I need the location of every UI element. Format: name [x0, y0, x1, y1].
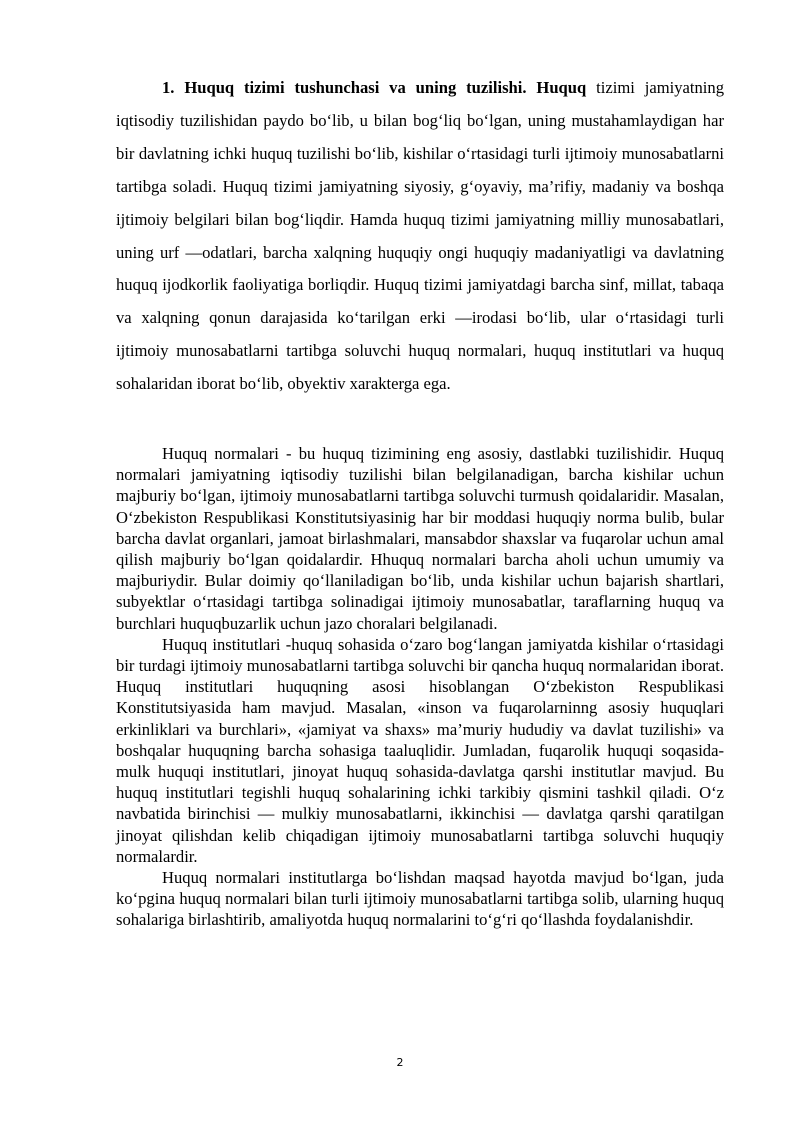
paragraph-2: Huquq normalari - bu huquq tizimining eng asosiy, dastlabki tuzilishidir. Huquq normalari jamiyatning iqtisodiy tuzilishi bilan belgilanadigan, barcha kishilar uchun majburiy bo‘lgan, ijtimoiy munosabatlarni tartibga soluvchi turmush qoidalaridir. Masalan, O‘zbekiston Respublikasi Konstitutsiyasinig har bir moddasi huquqiy norma bulib, bular barcha davlat organlari, jamoat birlashmalari, mansabdor shaxslar va fuqarolar uchun amal qilish majburiy bo‘lgan qoidalardir. Hhuquq normalari barcha aholi uchun umumiy va majburiydir. Bular doimiy qo‘llaniladigan bo‘lib, unda kishilar uchun bajarish shartlari, subyektlar o‘rtasidagi tartibga solinadigai ijtimoiy munosabatlar, taraflarning huquq va burchlari huquqbuzarlik uchun jazo choralari belgilanadi. [116, 444, 724, 633]
paragraph-1-text: tizimi jamiyatning iqtisodiy tuzilishidan paydo bo‘lib, u bilan bog‘liq bo‘lgan, uning mustahamlaydigan har bir davlatning ichki huquq tuzilishi bo‘lib, kishilar o‘rtasidagi turli ijtimoiy munosabatlarni tartibga soladi. Huquq tizimi jamiyatning siyosiy, g‘oyaviy, ma’rifiy, madaniy va boshqa ijtimoiy belgilari bilan bog‘liqdir. Hamda huquq tizimi jamiyatning milliy munosabatlari, uning urf —odatlari, barcha xalqning huquqiy ongi huquqiy madaniyatligi va davlatning huquq ijodkorlik faoliyatiga borliqdir. Huquq tizimi jamiyatdagi barcha sinf, millat, tabaqa va xalqning qonun darajasida ko‘tarilgan erki —irodasi bo‘lib, ular o‘rtasidagi turli ijtimoiy munosabatlarni tartibga soluvchi huquq normalari, huquq institutlari va huquq sohalaridan iborat bo‘lib, obyektiv xarakterga ega. [116, 78, 724, 394]
section-heading: 1. Huquq tizimi tushunchasi va uning tuzilishi. [162, 78, 527, 97]
paragraph-1 [116, 72, 724, 401]
section-intro [116, 72, 724, 401]
page-number: 2 [396, 1056, 404, 1069]
paragraph-4: Huquq normalari institutlarga bo‘lishdan maqsad hayotda mavjud bo‘lgan, juda ko‘pgina huquq normalari bilan turli ijtimoiy munosabatlarni tartibga solib, ularning huquq sohalariga birlashtirib, amaliyotda huquq normalarini to‘g‘ri qo‘llashda foydalanishdir. [116, 868, 724, 930]
paragraph-1-lead: Huquq [536, 78, 587, 97]
paragraph-3: Huquq institutlari -huquq sohasida o‘zaro bog‘langan jamiyatda kishilar o‘rtasidagi bir turdagi ijtimoiy munosabatlarni tartibga soluvchi bir qancha huquq normalaridan iborat. Huquq institutlari huquqning asosi hisoblangan O‘zbekiston Respublikasi Konstitutsiyasida ham mavjud. Masalan, «inson va fuqarolarninng asosiy huquqlari erkinliklari va burchlari», «jamiyat va shaxs» ma’muriy hududiy va davlat tuzilishi» va boshqalar huquqning barcha sohasiga taaluqlidir. Jumladan, fuqarolik huquqi soqasida-mulk huquqi institutlari, jinoyat huquq sohasida-davlatga qarshi institutlar mavjud. Bu huquq institutlari tegishli huquq sohalarining ichki tarkibiy qismini tashkil qiladi. O‘z navbatida birinchisi — mulkiy munosabatlarni, ikkinchisi — davlatga qarshi qaratilgan jinoyat qilishdan kelib chiqadigan ijtimoiy munosabatlarni tartibga soluvchi huquqiy normalardir. [116, 634, 724, 866]
body-text [116, 443, 724, 931]
